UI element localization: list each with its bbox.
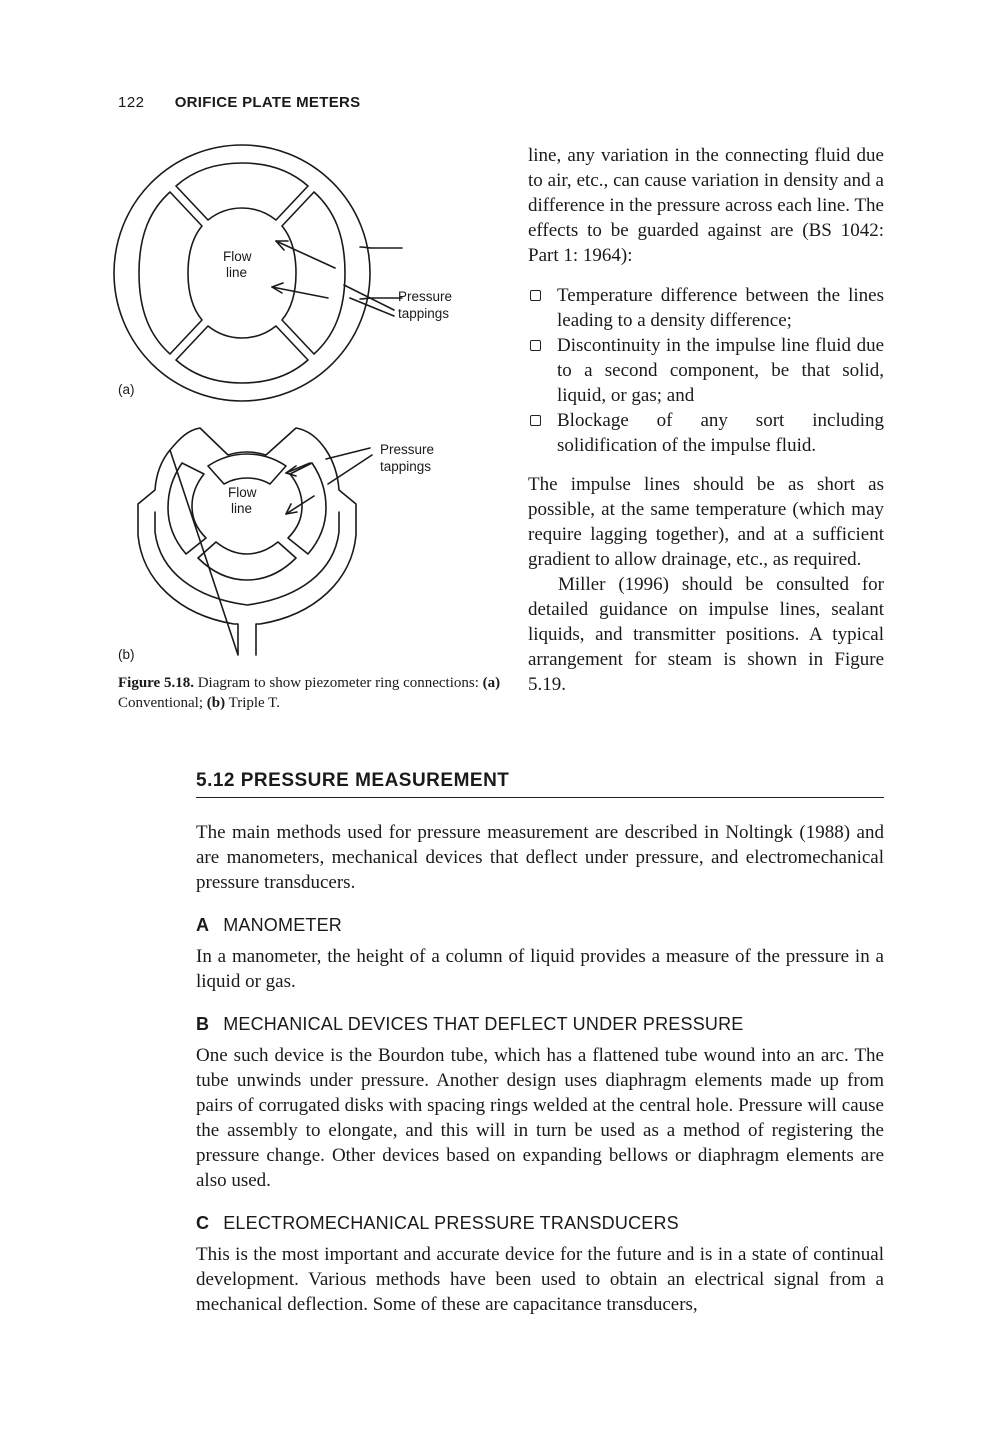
section-rule: [196, 797, 884, 798]
subsection-heading: [196, 1012, 884, 1037]
pressure-tappings-label-b-2: tappings: [380, 459, 432, 474]
list-item: [528, 408, 884, 458]
checkbox-bullet-icon: [530, 340, 541, 351]
list-item-text: Discontinuity in the impulse line fluid due to a second component, be that solid, liquid, or gas; and: [557, 335, 884, 406]
leader-a1: [276, 241, 335, 268]
caption-part-b: (b): [206, 695, 226, 711]
caption-text-3: Triple T.: [225, 695, 280, 711]
running-head: [118, 94, 360, 111]
subsection-letter: C: [196, 1213, 210, 1233]
leader-b-label: [326, 448, 372, 484]
paragraph: The main methods used for pressure measurement are described in Noltingk (1988) and are manometers, mechanical devices that deflect under pressure, and electromechanical pressure transducers.: [196, 822, 884, 893]
figure-diagram: [110, 140, 510, 670]
subsection-title: ELECTROMECHANICAL PRESSURE TRANSDUCERS: [223, 1213, 679, 1233]
flow-line-label-a-2: line: [226, 265, 248, 280]
subsection-title: MECHANICAL DEVICES THAT DEFLECT UNDER PRESSURE: [223, 1014, 744, 1034]
subsection-heading: [196, 1211, 884, 1236]
panel-b-drawing: [138, 428, 372, 655]
tapping-pipe: [360, 247, 402, 299]
leader-b1: [286, 463, 310, 473]
panel-label-a: (a): [118, 382, 135, 397]
flow-line-label-b-2: line: [231, 501, 253, 516]
caption-text-1: Diagram to show piezometer ring connections:: [193, 675, 483, 691]
list-item-text: Blockage of any sort including solidification of the impulse fluid.: [557, 410, 884, 456]
list-item: [528, 283, 884, 333]
outer-shell: [138, 428, 356, 655]
panel-label-b: (b): [118, 647, 135, 662]
paragraph: Miller (1996) should be consulted for detailed guidance on impulse lines, sealant liquids, and transmitter positions. A typical arrangement for steam is shown in Figure 5.19.: [528, 574, 884, 695]
figure-caption: [118, 673, 510, 713]
checkbox-bullet-icon: [530, 290, 541, 301]
caption-text-2: Conventional;: [118, 695, 207, 711]
list-item-text: Temperature difference between the lines leading to a density difference;: [557, 285, 884, 331]
paragraph: In a manometer, the height of a column of liquid provides a measure of the pressure in a liquid or gas.: [196, 946, 884, 992]
checkbox-bullet-icon: [530, 415, 541, 426]
flow-line-label-a-1: Flow: [223, 249, 252, 264]
flow-line-label-b-1: Flow: [228, 485, 257, 500]
pressure-tappings-label-a-2: tappings: [398, 306, 450, 321]
list-item: [528, 333, 884, 408]
bullet-list: [528, 283, 884, 458]
right-column-text: [528, 143, 884, 697]
subsection-letter: A: [196, 915, 210, 935]
panel-a-drawing: [114, 145, 402, 401]
paragraph: One such device is the Bourdon tube, which has a flattened tube wound into an arc. The tube unwinds under pressure. Another design uses diaphragm elements made up from pairs of corrugated disks with spacing rings welded at the central hole. Pressure will cause the assembly to elongate, and this will in turn be used as a method of registering the pressure change. Other devices based on expanding bellows or diaphragm elements are also used.: [196, 1045, 884, 1191]
subsection-title: MANOMETER: [223, 915, 343, 935]
pressure-tappings-label-b-1: Pressure: [380, 442, 435, 457]
paragraph: This is the most important and accurate device for the future and is in a state of continual development. Various methods have been used to obtain an electrical signal from a mechanical deflection. Some of these are capacitance transducers,: [196, 1244, 884, 1315]
pressure-tappings-label-a-1: Pressure: [398, 289, 453, 304]
running-title: ORIFICE PLATE METERS: [174, 94, 361, 111]
page-number: 122: [118, 94, 145, 111]
subsection-letter: B: [196, 1014, 210, 1034]
section-body: [196, 820, 884, 1317]
subsection-heading: [196, 913, 884, 938]
inner-shell: [155, 512, 339, 605]
paragraph: The impulse lines should be as short as possible, at the same temperature (which may require lagging together), and at a sufficient gradient to allow drainage, etc., as required.: [528, 474, 884, 570]
paragraph: line, any variation in the connecting fluid due to air, etc., can cause variation in density and a difference in the pressure across each line. The effects to be guarded against are (BS 1042: Part 1: 1964):: [528, 145, 884, 266]
section-heading: 5.12 PRESSURE MEASUREMENT: [196, 770, 510, 791]
caption-part-a: (a): [482, 675, 501, 691]
figure-number: Figure 5.18.: [118, 675, 194, 691]
